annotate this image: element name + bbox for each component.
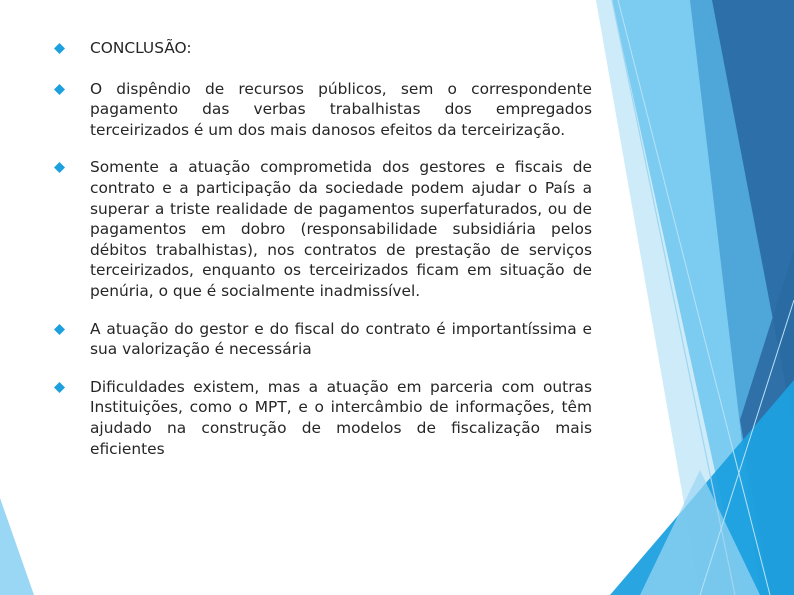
bullet-item-2 — [52, 157, 592, 301]
bullet-list — [52, 38, 592, 459]
bullet-item-4 — [52, 377, 592, 459]
bullet-item-conclusion — [52, 38, 592, 59]
bullet-text: O dispêndio de recursos públicos, sem o correspondente pagamento das verbas trabalhistas dos empregados terceirizados é um dos mais danosos efeitos da terceirização. — [90, 79, 592, 139]
diamond-icon — [54, 43, 65, 54]
diamond-icon — [54, 382, 65, 393]
diamond-icon — [54, 84, 65, 95]
left-accent-band — [0, 498, 34, 595]
bullet-text: Dificuldades existem, mas a atuação em parceria com outras Instituições, como o MPT, e o intercâmbio de informações, têm ajudado na construção de modelos de fiscalização mais eficientes — [90, 377, 592, 458]
bullet-item-3 — [52, 319, 592, 360]
diamond-icon — [54, 162, 65, 173]
slide-content — [52, 38, 592, 476]
diamond-icon — [54, 324, 65, 335]
bullet-text: A atuação do gestor e do fiscal do contrato é importantíssima e sua valorização é necessária — [90, 319, 592, 359]
bullet-item-1 — [52, 79, 592, 141]
bullet-text: Somente a atuação comprometida dos gestores e fiscais de contrato e a participação da sociedade podem ajudar o País a superar a triste realidade de pagamentos superfaturados, ou de pagamentos em dobro (responsabilidade subsidiária pelos débitos trabalhistas), nos contratos de prestação de serviços terceirizados, enquanto os terceirizados ficam em situação de penúria, o que é socialmente inadmissível. — [90, 158, 592, 300]
bullet-text: CONCLUSÃO: — [90, 39, 192, 57]
